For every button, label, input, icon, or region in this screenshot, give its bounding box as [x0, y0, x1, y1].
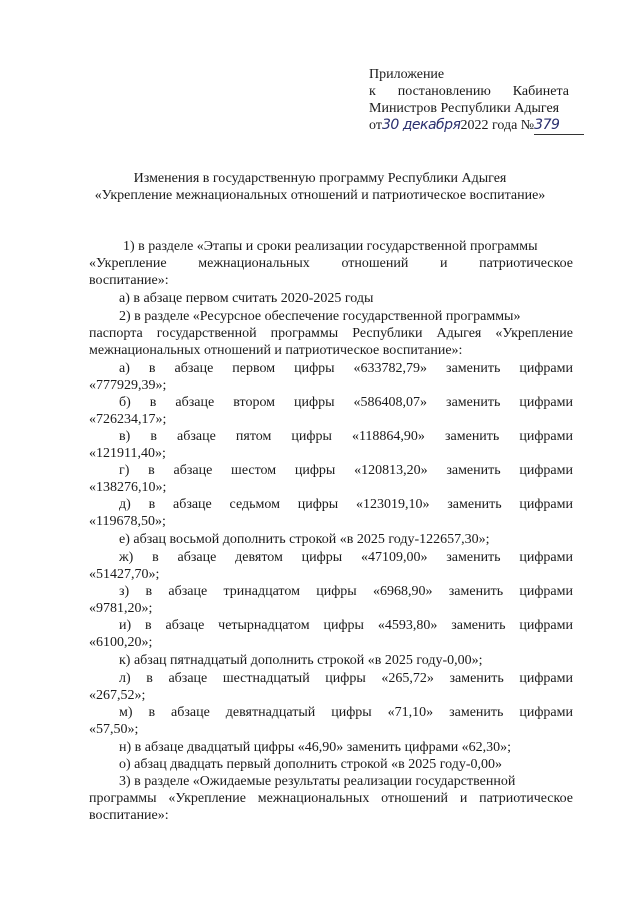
item-z-line-1: з) в абзаце тринадцатом цифры «6968,90» заменить цифрами [119, 584, 573, 599]
item-o: о) абзац двадцать первый дополнить строкой «в 2025 году-0,00» [119, 757, 503, 772]
item-i-line-1: и) в абзаце четырнадцатом цифры «4593,80» заменить цифрами [119, 618, 573, 633]
header-resolution-word: постановлению [397, 84, 491, 99]
header-year: 2022 года № [460, 118, 535, 133]
item-v-line-1: в) в абзаце пятом цифры «118864,90» заменить цифрами [119, 429, 573, 444]
item-e: е) абзац восьмой дополнить строкой «в 2025 году-122657,30»; [119, 532, 490, 547]
p1-line-1: 1) в разделе «Этапы и сроки реализации государственной программы [123, 239, 538, 254]
p3-line-3: воспитание»: [89, 808, 169, 823]
item-b-line-2: «726234,17»; [89, 412, 167, 427]
header-line-ministers: Министров Республики Адыгея [369, 101, 560, 116]
item-b-line-1: б) в абзаце втором цифры «586408,07» заменить цифрами [119, 395, 573, 410]
item-n: н) в абзаце двадцатый цифры «46,90» заменить цифрами «62,30»; [119, 740, 512, 755]
header-cabinet-word: Кабинета [512, 84, 569, 99]
item-m-line-2: «57,50»; [89, 722, 139, 737]
p1-line-2: «Укрепление межнациональных отношений и патриотическое [89, 256, 573, 271]
p3-line-1: 3) в разделе «Ожидаемые результаты реализации государственной [119, 774, 516, 789]
item-l-line-2: «267,52»; [89, 688, 146, 703]
p1-line-3: воспитание»: [89, 273, 169, 288]
item-g-line-2: «138276,10»; [89, 480, 167, 495]
item-g-line-1: г) в абзаце шестом цифры «120813,20» заменить цифрами [119, 463, 573, 478]
p2-line-2: паспорта государственной программы Республики Адыгея «Укрепление [89, 326, 573, 341]
p2-line-3: межнациональных отношений и патриотическое воспитание»: [89, 343, 463, 358]
item-l-line-1: л) в абзаце шестнадцатый цифры «265,72» заменить цифрами [119, 671, 573, 686]
header-line-date [369, 117, 584, 135]
header-ot: от [369, 118, 382, 133]
item-d-line-1: д) в абзаце седьмом цифры «123019,10» заменить цифрами [119, 497, 573, 512]
item-k: к) абзац пятнадцатый дополнить строкой «в 2025 году-0,00»; [119, 653, 483, 668]
item-z-line-2: «9781,20»; [89, 601, 153, 616]
header-line-appendix: Приложение [369, 67, 445, 82]
handwritten-number: 379 [534, 117, 584, 135]
item-a-years: а) в абзаце первом считать 2020-2025 годы [119, 291, 374, 306]
handwritten-date: 30 декабря [381, 117, 461, 133]
item-a-line-1: а) в абзаце первом цифры «633782,79» заменить цифрами [119, 361, 573, 376]
item-v-line-2: «121911,40»; [89, 446, 166, 461]
item-d-line-2: «119678,50»; [89, 514, 166, 529]
title-line-1: Изменения в государственную программу Республики Адыгея [133, 171, 507, 186]
p3-line-2: программы «Укрепление межнациональных отношений и патриотическое [89, 791, 573, 806]
item-a-line-2: «777929,39»; [89, 378, 167, 393]
item-i-line-2: «6100,20»; [89, 635, 153, 650]
item-zh-line-1: ж) в абзаце девятом цифры «47109,00» заменить цифрами [119, 550, 573, 565]
item-zh-line-2: «51427,70»; [89, 567, 160, 582]
title-line-2: «Укрепление межнациональных отношений и патриотическое воспитание» [94, 188, 546, 203]
p2-line-1: 2) в разделе «Ресурсное обеспечение государственной программы» [119, 309, 521, 324]
header-line-resolution [369, 83, 569, 100]
header-k: к [369, 84, 376, 99]
item-m-line-1: м) в абзаце девятнадцатый цифры «71,10» заменить цифрами [119, 705, 573, 720]
